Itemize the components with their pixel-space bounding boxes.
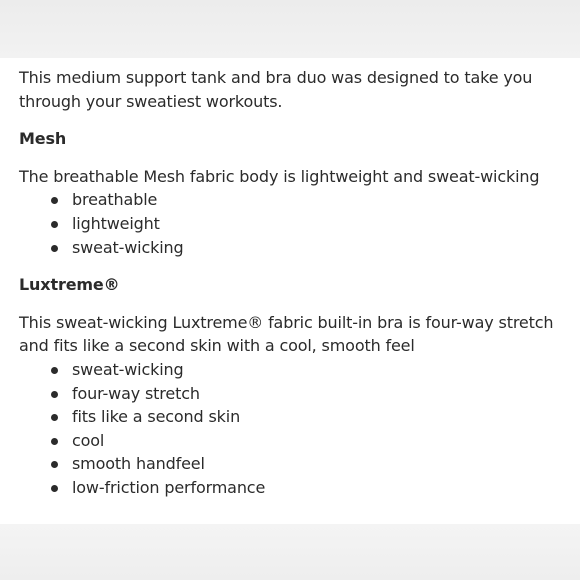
list-item <box>19 429 559 453</box>
list-item-label: lightweight <box>72 213 160 233</box>
bullet-icon <box>51 414 58 421</box>
list-item <box>19 236 559 260</box>
list-item <box>19 188 559 212</box>
bullet-icon <box>51 438 58 445</box>
bullet-icon <box>51 367 58 374</box>
list-item-label: smooth handfeel <box>72 454 205 474</box>
list-item <box>19 452 559 476</box>
bottom-background <box>0 524 580 580</box>
section-description-luxtreme: This sweat-wicking Luxtreme® fabric built-in bra is four-way stretch and fits like a second skin with a cool, smooth feel <box>19 312 554 356</box>
bullet-icon <box>51 245 58 252</box>
list-item <box>19 358 559 382</box>
list-item-label: cool <box>72 430 105 450</box>
list-item-label: breathable <box>72 190 158 210</box>
bullet-icon <box>51 221 58 228</box>
top-background <box>0 0 580 58</box>
list-item-label: low-friction performance <box>72 477 266 497</box>
list-item <box>19 405 559 429</box>
bullet-icon <box>51 197 58 204</box>
list-item-label: sweat-wicking <box>72 359 184 379</box>
list-item-label: fits like a second skin <box>72 407 241 427</box>
list-item <box>19 212 559 236</box>
bullet-icon <box>51 391 58 398</box>
list-item <box>19 476 559 500</box>
section-heading-mesh: Mesh <box>19 129 67 149</box>
section-heading-luxtreme: Luxtreme® <box>19 275 120 295</box>
list-item-label: four-way stretch <box>72 383 200 403</box>
list-item-label: sweat-wicking <box>72 237 184 257</box>
list-item <box>19 382 559 406</box>
intro-text: This medium support tank and bra duo was designed to take you through your sweatiest workouts. <box>19 68 533 111</box>
section-description-mesh: The breathable Mesh fabric body is lightweight and sweat-wicking <box>19 166 540 186</box>
bullet-icon <box>51 485 58 492</box>
feature-list-mesh <box>19 188 559 259</box>
bullet-icon <box>51 461 58 468</box>
product-description <box>19 66 559 514</box>
feature-list-luxtreme <box>19 358 559 500</box>
